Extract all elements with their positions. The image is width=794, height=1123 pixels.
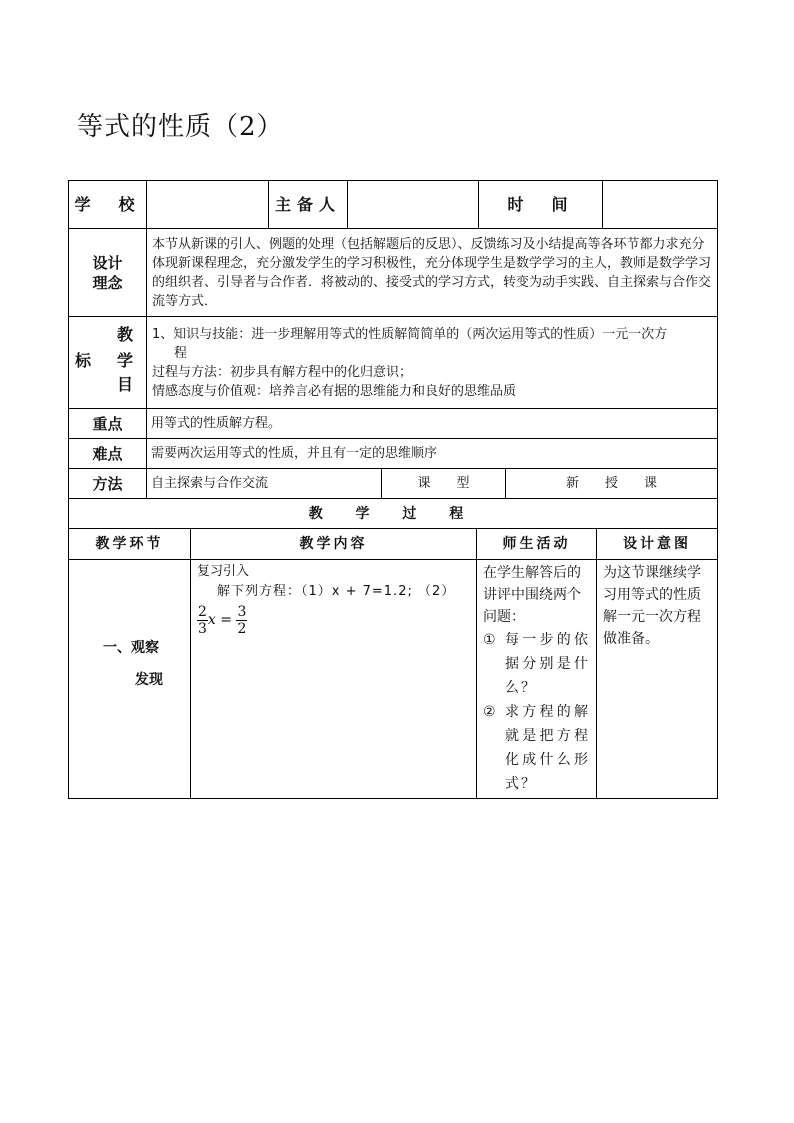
- difficulty-row: [69, 439, 718, 469]
- activity-cell: [477, 560, 597, 799]
- question-2-text: 求方程的解就是把方程化成什么形式？: [505, 704, 590, 792]
- preparer-value: [348, 181, 479, 229]
- school-value: [147, 181, 269, 229]
- question-1-marker: ①: [483, 632, 498, 648]
- method-label: 方法: [69, 469, 147, 499]
- table-row: [69, 560, 718, 799]
- process-title-row: [69, 499, 718, 529]
- equals-sign: =: [215, 612, 237, 628]
- key-row: [69, 409, 718, 439]
- question-2: [483, 700, 590, 796]
- content-equation: [197, 604, 470, 637]
- content-cell: [191, 560, 477, 799]
- question-2-marker: ②: [483, 704, 498, 720]
- design-label-line1: 设计: [92, 253, 123, 272]
- difficulty-label: 难点: [69, 439, 147, 469]
- time-label: 时 间: [479, 181, 603, 229]
- lesson-type-value: 新 授 课: [506, 469, 718, 499]
- key-text: 用等式的性质解方程。: [147, 409, 718, 439]
- col-content: 教学内容: [191, 529, 477, 560]
- process-title: 教 学 过 程: [69, 499, 718, 529]
- intent-cell: 为这节课继续学习用等式的性质解一元一次方程做准备。: [597, 560, 718, 799]
- goals-row: [69, 317, 718, 409]
- design-row: [69, 229, 718, 317]
- goals-label-mu: 目: [117, 375, 134, 394]
- content-title: 复习引入: [197, 564, 250, 579]
- page-title: 等式的性质（2）: [77, 112, 284, 142]
- content-exercise: 解下列方程：（1）x + 7=1.2; （2）: [217, 584, 456, 599]
- question-1: [483, 628, 590, 700]
- lesson-plan-table: [68, 180, 717, 799]
- lesson-type-label: 课 型: [382, 469, 506, 499]
- preparer-label: 主备人: [269, 181, 348, 229]
- key-label: 重点: [69, 409, 147, 439]
- fraction-two-thirds: $\frac{2}{3}$: [198, 604, 207, 637]
- goals-label-xue: 学: [117, 351, 134, 370]
- method-text: 自主探索与合作交流: [147, 469, 382, 499]
- goal-attitude: 情感态度与价值观：培养言必有据的思维能力和良好的思维品质: [152, 383, 517, 399]
- school-label: 学 校: [69, 181, 147, 229]
- header-row: [69, 181, 718, 229]
- design-text: 本节从新课的引人、例题的处理（包括解题后的反思）、反馈练习及小结提高等各环节都力求充分体现新课程理念，充分激发学生的学习积极性，充分体现学生是数学学习的主人，教师是数学学习的组织者、引导者与合作者．将被动的、接受式的学习方式，转变为动手实践、自主探索与合作交流等方式．: [147, 229, 718, 317]
- goals-text: [147, 317, 718, 409]
- method-row: [69, 469, 718, 499]
- info-table: [68, 180, 718, 499]
- column-header-row: [69, 529, 718, 560]
- question-1-text: 每一步的依据分别是什么？: [505, 632, 590, 696]
- stage-label-a: 一、观察: [103, 640, 159, 656]
- goals-label: [69, 317, 147, 409]
- goals-label-jiao: 教: [117, 325, 134, 344]
- col-activity: 师生活动: [477, 529, 597, 560]
- goal-process: 过程与方法：初步具有解方程中的化归意识；: [152, 364, 413, 380]
- design-label: [69, 229, 147, 317]
- fraction-three-halves: $\frac{3}{2}$: [237, 604, 247, 637]
- col-stage: 教学环节: [69, 529, 191, 560]
- goals-label-biao: 标: [75, 351, 92, 370]
- design-label-line2: 理念: [92, 273, 123, 292]
- variable-x: x: [207, 612, 216, 628]
- stage-label-b: 发现: [135, 672, 163, 688]
- col-intent: 设计意图: [597, 529, 718, 560]
- difficulty-text: 需要两次运用等式的性质，并且有一定的思维顺序: [147, 439, 718, 469]
- goal-knowledge: 1、知识与技能：进一步理解用等式的性质解简简单的（两次运用等式的性质）一元一次方: [152, 326, 668, 342]
- time-value: [603, 181, 718, 229]
- activity-intro: 在学生解答后的讲评中围绕两个问题：: [483, 565, 581, 625]
- stage-cell: [69, 560, 191, 799]
- goal-knowledge-cont: 程: [174, 345, 188, 361]
- process-table: [68, 498, 718, 799]
